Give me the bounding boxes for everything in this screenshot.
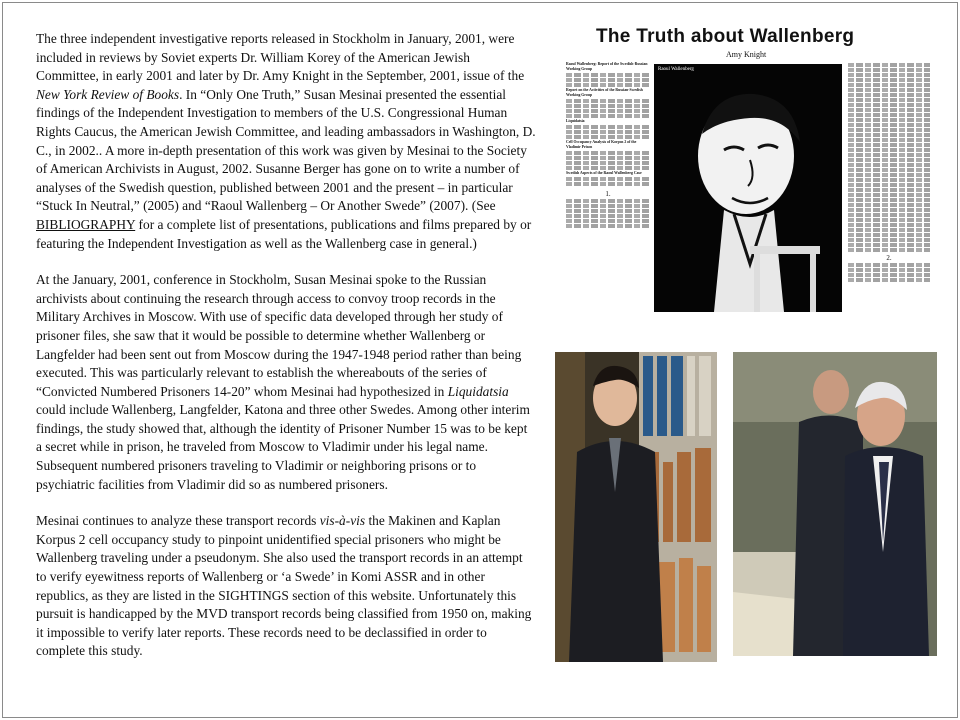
archive-photo-two-men <box>733 352 937 656</box>
archive-photo-drawing <box>733 352 937 656</box>
bibliography-link[interactable]: BIBLIOGRAPHY <box>36 216 136 232</box>
article-book-heading: Report on the Activities of the Russian-Swedish Working Group <box>566 88 643 97</box>
article-author: Amy Knight <box>726 50 767 59</box>
paragraph-convoy-records: At the January, 2001, conference in Stockholm, Susan Mesinai spoke to the Russian archivists about continuing the research through access to convoy troop records in the Military Archives in Moscow. With use of specific data developed through her study of prisoner files, she saw that it would be possible to determine whether Wallenberg or Langfelder had been sent out from Moscow during the 1947-1948 period rather than being executed. This was particularly relevant to establish the whereabouts of the series of “Convicted Numbered Prisoners 14-20” whom Mesinai had hypothesized in Liquidatsia could include Wallenberg, Langfelder, Katona and three other Swedes. Among other interim findings, the study showed that, although the identity of Prisoner Number 15 was to be kept a secret while in prison, he traveled from Moscow to Vladimir under his legal name. Subsequent numbered prisoners traveling to Vladimir or neighboring prisons or to psychiatric facilities from Vladimir did so as numbered prisoners. <box>36 272 530 492</box>
article-book-heading: Liquidatsia <box>566 119 585 123</box>
caricature-caption: Raoul Wallenberg <box>658 67 694 72</box>
article-section-number: 1. <box>605 190 611 198</box>
paragraph-reports: The three independent investigative reports released in Stockholm in January, 2001, were included in reviews by Soviet experts Dr. William Korey of the American Jewish Committee, in early 2001 and later by Dr. Amy Knight in the September, 2001, issue of the New York Review of Books. In “Only One Truth,” Susan Mesinai presented the essential findings of the Independent Investigation to members of the U.S. Congressional Human Rights Caucus, the American Jewish Committee, and leading ambassadors in Washington, D. C., in 2002.. A more in-depth presentation of this work was given by Mesinai to the Society of American Archivists in August, 2002. Susanne Berger has gone on to write a number of analyses of the Swedish question, published between 2001 and the present – in particular “Stuck In Neutral,” (2005) and “Raoul Wallenberg – Or Another Swede” (2007). (See BIBLIOGRAPHY for a complete list of presentations, publications and films prepared by or featuring the Independent Investigation as well as the Wallenberg case in general.) <box>36 31 536 251</box>
main-text-column <box>36 30 536 679</box>
caricature-drawing <box>654 64 842 312</box>
archive-photo-young-man <box>555 352 717 662</box>
article-book-heading: Raoul Wallenberg: Report of the Swedish-Russian Working Group <box>566 62 648 71</box>
article-left-column <box>566 62 650 312</box>
article-section-number: 2. <box>886 254 892 262</box>
article-book-heading: Swedish Aspects of the Raoul Wallenberg Case <box>566 171 642 175</box>
archive-photo-drawing <box>555 352 717 662</box>
article-book-heading: Cell Occupancy Analysis of Korpus 2 of the Vladimir Prison <box>566 140 637 149</box>
article-right-column <box>848 62 930 312</box>
article-clipping <box>566 24 930 314</box>
article-title: The Truth about Wallenberg <box>596 26 855 47</box>
wallenberg-caricature-image <box>654 64 842 312</box>
paragraph-transport-records: Mesinai continues to analyze these transport records vis-à-vis the Makinen and Kaplan Korpus 2 cell occupancy study to pinpoint unidentified special prisoners who might be Wallenberg traveling under a pseudonym. She also used the transport records in an attempt to verify eyewitness reports of Wallenberg or ‘a Swede’ in Komi ASSR and in other republics, as they are listed in the SIGHTINGS section of this website. Unfortunately this pursuit is handicapped by the MVD transport records being classified from 1950 on, making it impossible to verify later reports. These records need to be declassified in order to complete this study. <box>36 513 532 659</box>
